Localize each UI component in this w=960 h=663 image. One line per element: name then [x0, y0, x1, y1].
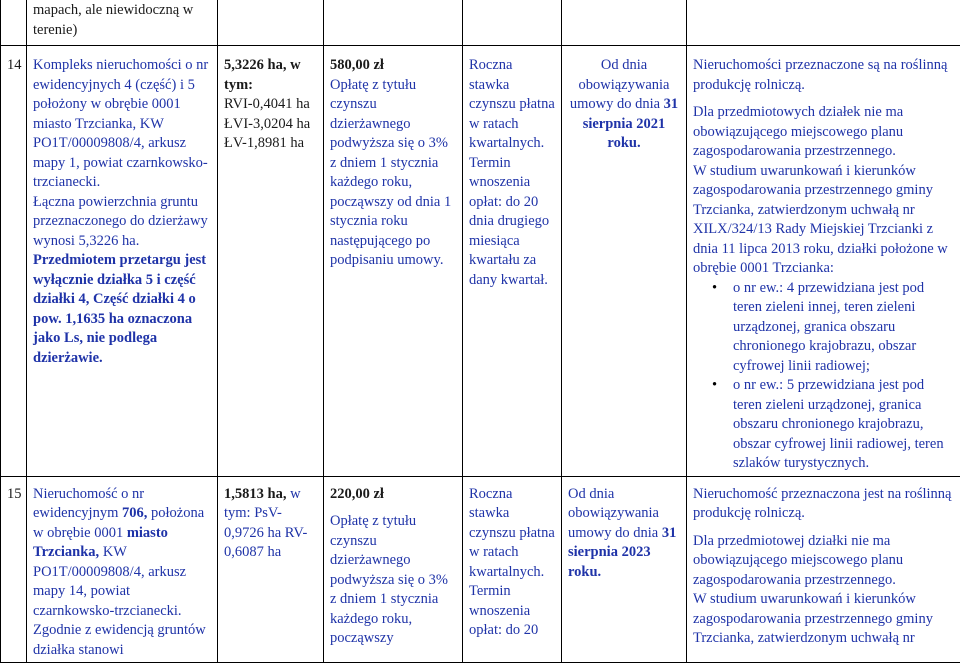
term-text: Od dnia obowiązywania umowy do dnia	[570, 57, 670, 112]
cell-term	[562, 476, 687, 663]
cell-number	[1, 46, 27, 477]
table-row-previous	[1, 0, 960, 46]
cell-description	[27, 0, 218, 46]
cell-area	[218, 46, 324, 477]
cell-price	[324, 476, 463, 663]
area-total: 5,3226 ha, w tym:	[224, 56, 317, 95]
purpose-plan: Dla przedmiotowej działki nie ma obowiązującego miejscowego planu zagospodarowania przestrzennego.	[693, 532, 954, 591]
purpose-use: Nieruchomości przeznaczone są na roślinną produkcję rolniczą.	[693, 56, 954, 95]
cell-payment	[463, 46, 562, 477]
purpose-plan: Dla przedmiotowych działek nie ma obowiązującego miejscowego planu zagospodarowania przestrzennego.	[693, 103, 954, 162]
cell-area	[218, 476, 324, 663]
cell-number	[1, 0, 27, 46]
purpose-study: W studium uwarunkowań i kierunków zagospodarowania przestrzennego gminy Trzcianka, zatwierdzonym uchwałą nr	[693, 590, 954, 649]
table-row-15	[1, 476, 960, 663]
purpose-study: W studium uwarunkowań i kierunków zagospodarowania przestrzennego gminy Trzcianka, zatwierdzonym uchwałą nr XILX/324/13 Rady Miejskiej Trzcianki z dnia 11 lipca 2013 roku, działki położone w obrębie 0001 Trzcianka:	[693, 162, 954, 279]
cell-purpose	[687, 476, 960, 663]
price-indexation: Opłatę z tytułu czynszu dzierżawnego podwyższa się o 3% z dniem 1 stycznia każdego roku, począwszy od dnia 1 stycznia roku następującego po podpisaniu umowy.	[330, 76, 456, 271]
area-classes: w tym: PsV-0,9726 ha RV-0,6087 ha	[224, 486, 307, 561]
price-amount: 220,00 zł	[330, 485, 456, 505]
cell-term	[562, 46, 687, 477]
price-amount: 580,00 zł	[330, 56, 456, 76]
cell-number	[1, 476, 27, 663]
purpose-use: Nieruchomość przeznaczona jest na roślinną produkcję rolniczą.	[693, 485, 954, 524]
list-item: • o nr ew.: 4 przewidziana jest pod teren zieleni innej, teren zieleni urządzonej, granica obszaru chronionego krajobrazu, obszar cyfrowej linii radiowej;	[693, 279, 954, 377]
cell-purpose	[687, 46, 960, 477]
purpose-bullets	[693, 279, 954, 474]
area-class-3: ŁV-1,8981 ha	[224, 134, 317, 154]
cell-description	[27, 46, 218, 477]
area-class-1: RVI-0,4041 ha	[224, 95, 317, 115]
area-class-2: ŁVI-3,0204 ha	[224, 115, 317, 135]
term-date: 31 sierpnia 2021 roku.	[583, 96, 678, 151]
cell-price	[324, 46, 463, 477]
description-subject: Przedmiotem przetargu jest wyłącznie działka 5 i część działki 4, Część działki 4 o pow. 1,1635 ha oznaczona jako Ls, nie podlega dzierżawie.	[33, 251, 211, 368]
table-row-14	[1, 46, 960, 477]
description-tail: mapach, ale niewidoczną w terenie)	[33, 2, 193, 38]
payment-terms: Roczna stawka czynszu płatna w ratach kwartalnych. Termin wnoszenia opłat: do 20 dnia drugiego miesiąca kwartału za dany kwartał.	[469, 57, 555, 288]
term-date: 31 sierpnia 2023 roku.	[568, 525, 676, 580]
description-location: Kompleks nieruchomości o nr ewidencyjnych 4 (część) i 5 położony w obrębie 0001 miasto Trzcianka, KW PO1T/00009808/4, arkusz mapy 1, powiat czarnkowsko-trzcianecki.	[33, 56, 211, 193]
cell-payment	[463, 476, 562, 663]
row-number: 15	[7, 486, 22, 502]
payment-terms: Roczna stawka czynszu płatna w ratach kwartalnych. Termin wnoszenia opłat: do 20	[469, 486, 555, 639]
description-area: Łączna powierzchnia gruntu przeznaczonego do dzierżawy wynosi 5,3226 ha.	[33, 193, 211, 252]
list-item: • o nr ew.: 5 przewidziana jest pod teren zieleni urządzonej, granica obszaru chronionego krajobrazu, obszar cyfrowej linii radiowej, teren szlaków turystycznych.	[693, 376, 954, 474]
area-total: 1,5813 ha,	[224, 486, 286, 502]
row-number: 14	[7, 57, 22, 73]
price-indexation: Opłatę z tytułu czynszu dzierżawnego podwyższa się o 3% z dniem 1 stycznia każdego roku, począwszy	[330, 512, 456, 649]
cell-description: Nieruchomość o nr ewidencyjnym 706, położona w obrębie 0001 miasto Trzcianka, KW PO1T/00009808/4, arkusz mapy 14, powiat czarnkowsko-trzcianecki. Zgodnie z ewidencją gruntów działka stanowi	[27, 476, 218, 663]
term-text: Od dnia obowiązywania umowy do dnia	[568, 486, 659, 541]
